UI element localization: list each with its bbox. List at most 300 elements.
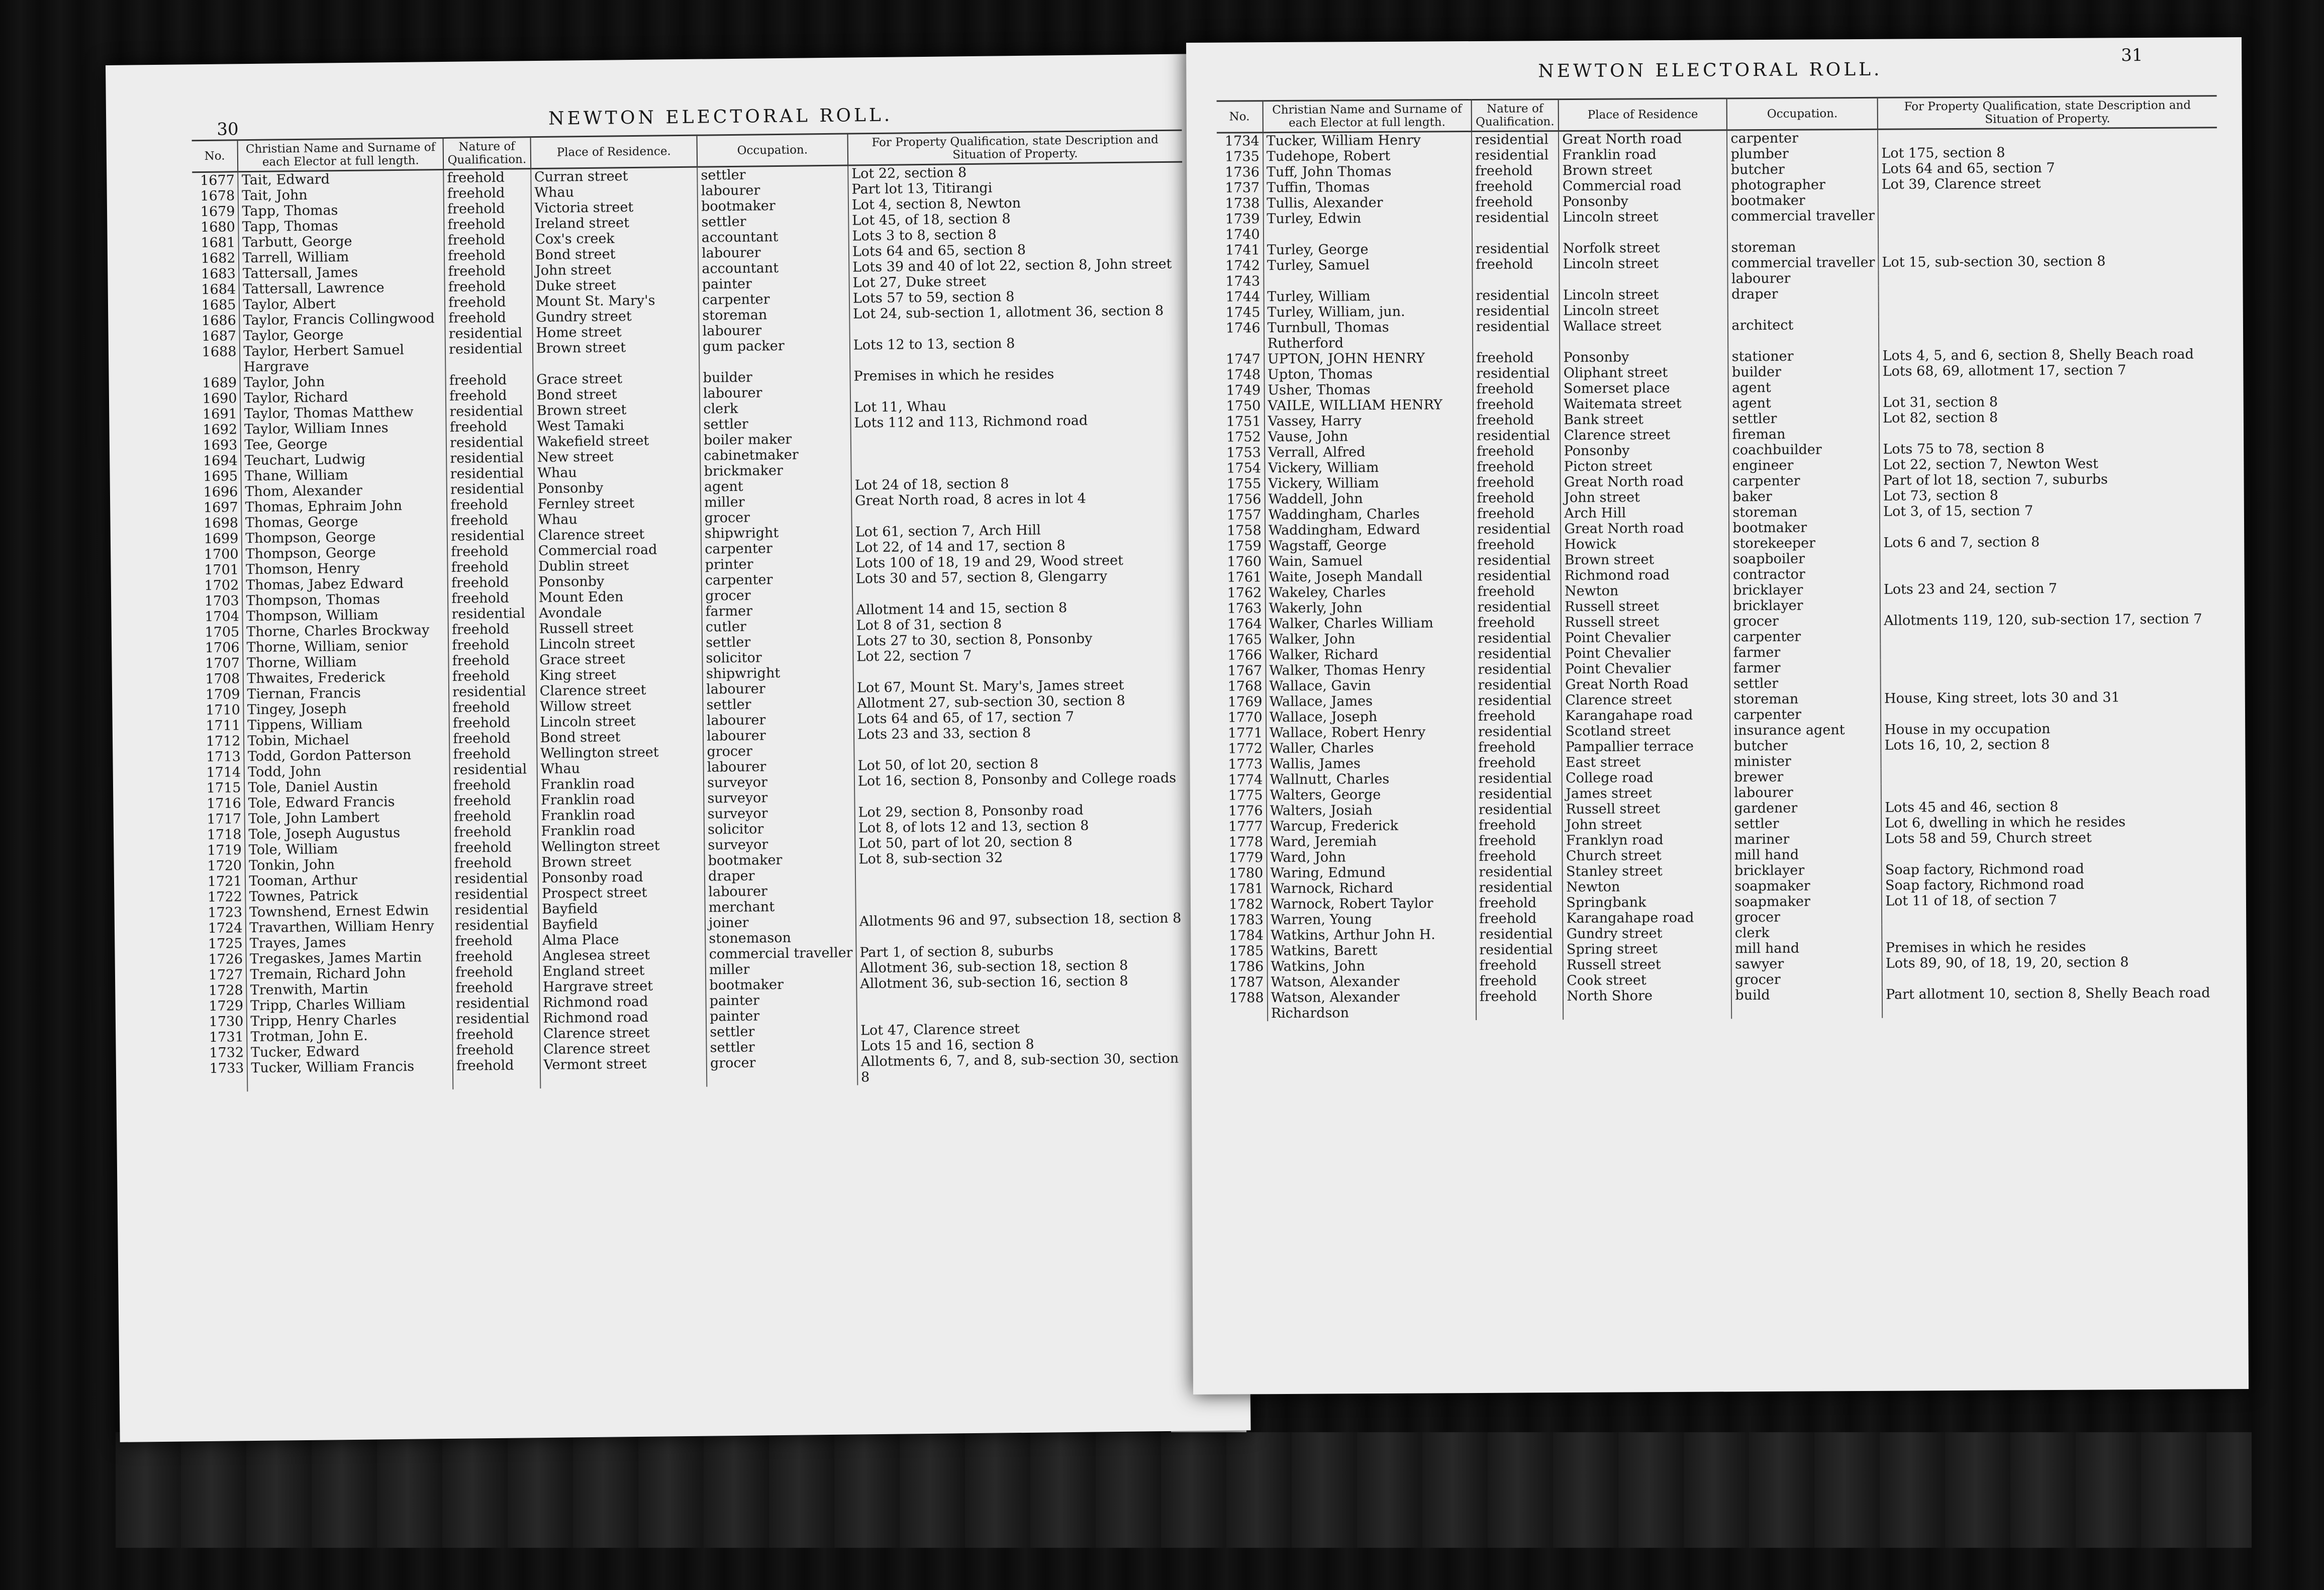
qualification: residential xyxy=(1475,786,1562,802)
residence: Grace street xyxy=(533,370,700,387)
row-number: 1702 xyxy=(204,577,239,593)
elector-name: Thom, Alexander xyxy=(241,482,447,500)
row-number: 1720 xyxy=(207,858,242,874)
occupation: labourer xyxy=(698,244,849,261)
property-description: Lot 45, of 18, section 8 xyxy=(848,210,1183,229)
occupation: grocer xyxy=(1731,909,1882,926)
row-number: 1757 xyxy=(1226,507,1262,523)
elector-name xyxy=(1264,272,1472,289)
residence: Richmond road xyxy=(539,993,706,1011)
residence: Whau xyxy=(531,183,698,201)
elector-name: Tippens, William xyxy=(244,716,449,733)
residence: Lincoln street xyxy=(1559,209,1727,225)
residence: Stanley street xyxy=(1563,863,1731,879)
elector-name: Tudehope, Robert xyxy=(1263,148,1472,164)
occupation: settler xyxy=(698,213,848,230)
qualification: freehold xyxy=(1475,833,1563,849)
qualification: freehold xyxy=(453,1057,540,1089)
property-description xyxy=(1882,969,2221,987)
qualification: residential xyxy=(1472,303,1560,319)
property-description: Lots 64 and 65, section 7 xyxy=(1878,159,2217,177)
qualification: freehold xyxy=(443,169,531,186)
qualification: freehold xyxy=(448,590,535,607)
property-description xyxy=(1881,673,2220,691)
property-description xyxy=(1882,845,2221,862)
elector-name: Thomas, Ephraim John xyxy=(242,498,447,515)
qualification: freehold xyxy=(1473,381,1560,397)
property-description xyxy=(1879,424,2218,442)
elector-name: Tole, John Lambert xyxy=(245,809,450,827)
qualification: freehold xyxy=(446,419,534,435)
elector-name: Waddingham, Charles xyxy=(1265,506,1473,523)
row-number: 1693 xyxy=(203,437,238,454)
residence: Alma Place xyxy=(539,931,706,948)
residence: Wellington street xyxy=(537,744,704,761)
elector-name: Wakeley, Charles xyxy=(1265,584,1474,601)
residence: Bond street xyxy=(533,386,700,403)
residence: Spring street xyxy=(1563,941,1731,957)
occupation: carpenter xyxy=(1729,473,1880,489)
occupation: storeman xyxy=(1729,504,1880,521)
property-description: Lot 31, section 8 xyxy=(1879,393,2218,411)
residence: Grace street xyxy=(536,651,703,668)
elector-name: Thorne, William, senior xyxy=(243,638,448,655)
occupation: builder xyxy=(1728,364,1879,380)
occupation: settler xyxy=(1730,675,1881,692)
left-page xyxy=(106,53,1251,1442)
occupation: farmer xyxy=(702,602,852,619)
row-number: 1747 xyxy=(1226,351,1261,367)
property-description: Lot 175, section 8 xyxy=(1878,144,2217,161)
row-number: 1718 xyxy=(207,827,242,843)
residence: Gundry street xyxy=(1563,925,1731,942)
property-description: Soap factory, Richmond road xyxy=(1882,876,2221,893)
residence xyxy=(1560,271,1728,287)
row-number: 1721 xyxy=(207,873,242,889)
qualification: freehold xyxy=(448,621,536,638)
occupation: labourer xyxy=(705,882,855,900)
qualification: residential xyxy=(1476,926,1563,942)
property-description: Lots 30 and 57, section 8, Glengarry xyxy=(852,568,1187,587)
occupation: solicitor xyxy=(704,820,855,837)
elector-name: Thompson, William xyxy=(243,607,448,624)
elector-name: Walker, Charles William xyxy=(1266,615,1474,632)
residence: Point Chevalier xyxy=(1561,629,1729,646)
occupation: engineer xyxy=(1729,457,1880,474)
occupation: cabinetmaker xyxy=(700,447,851,464)
property-description: Lot 67, Mount St. Mary's, James street xyxy=(853,677,1188,696)
property-description: House in my occupation xyxy=(1881,720,2220,738)
elector-name: Tremain, Richard John xyxy=(246,965,452,982)
residence: Franklin road xyxy=(1559,146,1727,163)
elector-name: Wakerly, John xyxy=(1265,600,1474,616)
elector-name: Turley, Edwin xyxy=(1263,210,1472,227)
row-number: 1699 xyxy=(204,531,239,547)
elector-name: Wallace, Robert Henry xyxy=(1266,724,1475,741)
occupation: soapmaker xyxy=(1731,893,1882,910)
header-no: No. xyxy=(192,140,238,172)
property-description: Lots 68, 69, allotment 17, section 7 xyxy=(1879,362,2218,379)
row-number: 1739 xyxy=(1225,211,1260,227)
residence: Victoria street xyxy=(531,199,698,216)
qualification: residential xyxy=(1473,428,1561,444)
elector-name: Waller, Charles xyxy=(1266,740,1475,756)
qualification: freehold xyxy=(449,668,536,684)
property-description: Part allotment 10, section 8, Shelly Beach road xyxy=(1882,985,2221,1018)
elector-name: Tarbutt, George xyxy=(239,233,444,250)
residence: Russell street xyxy=(1562,801,1730,817)
residence: Franklin road xyxy=(538,822,705,839)
row-number: 1723 xyxy=(208,905,243,921)
qualification: freehold xyxy=(1473,412,1561,428)
occupation: brewer xyxy=(1730,769,1881,785)
occupation: accountant xyxy=(698,229,849,246)
elector-name: Tripp, Henry Charles xyxy=(247,1012,452,1029)
occupation: bootmaker xyxy=(1727,192,1878,209)
elector-name: Waite, Joseph Mandall xyxy=(1265,568,1474,585)
elector-name: Tingey, Joseph xyxy=(244,700,449,718)
occupation: architect xyxy=(1728,317,1879,349)
residence: Willow street xyxy=(536,698,703,715)
qualification: freehold xyxy=(448,637,536,653)
residence: Great North road xyxy=(1561,473,1729,490)
elector-name: Vickery, William xyxy=(1265,459,1473,476)
residence: College road xyxy=(1562,769,1730,786)
elector-name: Tole, William xyxy=(245,840,451,858)
elector-name: Tonkin, John xyxy=(245,856,451,873)
row-number: 1688 xyxy=(202,344,237,360)
property-description xyxy=(1879,268,2218,286)
qualification: freehold xyxy=(1472,178,1559,194)
residence: Brown street xyxy=(538,853,705,870)
row-number: 1774 xyxy=(1228,772,1263,788)
residence: Great North road xyxy=(1561,520,1729,537)
residence: Clarence street xyxy=(540,1040,707,1057)
qualification: residential xyxy=(450,761,537,778)
qualification: residential xyxy=(1474,677,1562,693)
property-description xyxy=(1878,237,2217,255)
qualification xyxy=(1472,225,1560,241)
property-description: Lot 22, of 14 and 17, section 8 xyxy=(852,537,1186,556)
occupation: settler xyxy=(700,416,851,433)
property-description: Lots 89, 90, of 18, 19, 20, section 8 xyxy=(1882,954,2221,971)
property-description xyxy=(1881,658,2220,675)
row-number: 1727 xyxy=(208,967,243,983)
property-description xyxy=(1878,222,2217,239)
row-number: 1689 xyxy=(202,375,237,391)
qualification: freehold xyxy=(1476,957,1563,973)
qualification: freehold xyxy=(1475,708,1562,724)
row-number: 1725 xyxy=(208,936,243,952)
elector-name: Taylor, Herbert Samuel Hargrave xyxy=(240,342,445,375)
qualification: freehold xyxy=(1472,194,1559,210)
row-number: 1742 xyxy=(1225,258,1261,274)
property-description: Lots 12 to 13, section 8 xyxy=(850,334,1185,369)
elector-name: Turley, Samuel xyxy=(1264,257,1472,273)
property-description: Part of lot 18, section 7, suburbs xyxy=(1880,471,2219,488)
elector-name: Trayes, James xyxy=(246,934,452,951)
qualification: freehold xyxy=(447,559,535,575)
residence: Point Chevalier xyxy=(1562,660,1730,677)
row-number: 1744 xyxy=(1225,289,1261,305)
header-occupation: Occupation. xyxy=(697,134,848,167)
residence: Russell street xyxy=(1563,956,1731,973)
property-description xyxy=(1879,315,2218,348)
elector-name: Tattersall, James xyxy=(239,264,445,281)
qualification: residential xyxy=(452,1011,540,1027)
occupation: minister xyxy=(1730,753,1881,770)
qualification: residential xyxy=(1473,319,1560,350)
qualification: residential xyxy=(446,434,534,451)
occupation: agent xyxy=(1728,395,1879,412)
row-number: 1692 xyxy=(203,422,238,438)
row-number: 1715 xyxy=(206,780,241,796)
property-description xyxy=(1879,377,2218,395)
row-number: 1784 xyxy=(1229,928,1264,944)
property-description xyxy=(1878,190,2217,208)
elector-name: Tripp, Charles William xyxy=(247,996,452,1014)
row-number: 1769 xyxy=(1227,694,1263,710)
elector-name: Warnock, Robert Taylor xyxy=(1267,896,1476,912)
qualification: freehold xyxy=(1474,583,1561,600)
property-description: Allotment 36, sub-section 18, section 8 xyxy=(856,957,1191,976)
occupation: shipwright xyxy=(703,664,853,681)
residence: Lincoln street xyxy=(536,635,703,652)
elector-name: Vause, John xyxy=(1265,428,1473,445)
residence: Howick xyxy=(1561,536,1729,552)
residence: Church street xyxy=(1563,847,1731,864)
row-number: 1751 xyxy=(1226,414,1261,430)
occupation: shipwright xyxy=(701,525,852,542)
property-description xyxy=(1879,300,2218,317)
elector-name: Tucker, William Henry xyxy=(1263,132,1472,149)
occupation: build xyxy=(1731,987,1882,1019)
row-number: 1748 xyxy=(1226,367,1261,383)
residence: Lincoln street xyxy=(1560,255,1728,272)
row-number: 1775 xyxy=(1228,787,1263,804)
occupation: carpenter xyxy=(701,540,852,557)
occupation: miller xyxy=(701,493,851,511)
elector-name: Tregaskes, James Martin xyxy=(246,949,452,967)
row-number: 1734 xyxy=(1224,133,1260,149)
residence: Ponsonby xyxy=(1559,193,1727,210)
residence: Anglesea street xyxy=(539,947,706,964)
residence: Norfolk street xyxy=(1559,240,1727,256)
elector-name: Tapp, Thomas xyxy=(238,202,444,219)
qualification: freehold xyxy=(446,372,533,388)
elector-name: Thompson, George xyxy=(242,529,447,546)
row-number: 1780 xyxy=(1228,865,1264,881)
row-number: 1778 xyxy=(1228,834,1264,850)
residence: Somerset place xyxy=(1560,380,1728,396)
elector-name: Thomson, Henry xyxy=(242,560,448,577)
property-description: Lots 39 and 40 of lot 22, section 8, John street xyxy=(849,256,1183,275)
property-description: Allotments 96 and 97, subsection 18, section 8 xyxy=(856,910,1190,929)
residence: John street xyxy=(1562,816,1730,833)
row-number: 1683 xyxy=(201,266,236,282)
row-number: 1681 xyxy=(201,235,236,251)
row-number: 1703 xyxy=(204,593,239,609)
elector-name: Watkins, Arthur John H. xyxy=(1267,927,1476,943)
residence: Mount St. Mary's xyxy=(532,292,699,310)
elector-name: Ward, Jeremiah xyxy=(1267,833,1475,850)
row-number: 1773 xyxy=(1228,756,1263,772)
elector-name: Thomas, Jabez Edward xyxy=(242,575,448,593)
residence: North Shore xyxy=(1563,987,1731,1020)
property-description: Lot 24 of 18, section 8 xyxy=(851,474,1186,493)
property-description: Lot 11 of 18, of section 7 xyxy=(1882,891,2221,909)
elector-name: Tiernan, Francis xyxy=(243,684,449,702)
residence: Cook street xyxy=(1563,972,1731,988)
residence: Franklin road xyxy=(537,807,704,824)
property-description: House, King street, lots 30 and 31 xyxy=(1881,689,2220,707)
qualification: residential xyxy=(447,528,535,544)
occupation: boiler maker xyxy=(700,431,851,448)
qualification: freehold xyxy=(444,232,532,248)
row-number: 1772 xyxy=(1228,741,1263,757)
residence: Bond street xyxy=(532,246,699,263)
residence: Russell street xyxy=(1561,598,1729,615)
qualification: freehold xyxy=(452,1026,540,1043)
row-number: 1737 xyxy=(1225,180,1260,196)
residence: Dublin street xyxy=(535,557,702,574)
occupation: plumber xyxy=(1727,146,1878,162)
residence: Ponsonby xyxy=(1560,349,1728,365)
elector-name: Thwaites, Frederick xyxy=(243,669,449,686)
qualification: freehold xyxy=(449,715,537,731)
qualification: freehold xyxy=(1472,256,1560,272)
elector-name: Wallnutt, Charles xyxy=(1266,771,1475,787)
occupation: settler xyxy=(1730,816,1881,832)
property-description: Lot 8, sub-section 32 xyxy=(855,848,1189,867)
qualification: freehold xyxy=(444,201,531,217)
qualification: freehold xyxy=(1473,443,1561,459)
qualification: freehold xyxy=(444,263,532,279)
elector-name: Thomas, George xyxy=(242,513,447,531)
residence: Wellington street xyxy=(538,838,705,855)
elector-name: Wallace, Gavin xyxy=(1266,677,1474,694)
elector-name: Taylor, Albert xyxy=(239,295,445,313)
occupation: bricklayer xyxy=(1729,582,1880,599)
residence: Russell street xyxy=(535,620,702,637)
residence: Home street xyxy=(532,324,699,341)
row-number: 1729 xyxy=(209,998,244,1014)
elector-name: Taylor, Thomas Matthew xyxy=(241,404,446,422)
property-description: Lots 75 to 78, section 8 xyxy=(1879,440,2218,457)
occupation: labourer xyxy=(703,727,854,744)
row-number: 1728 xyxy=(208,982,243,999)
occupation: bootmaker xyxy=(706,976,856,993)
row-number: 1709 xyxy=(205,686,240,703)
elector-name: Watkins, Barett xyxy=(1267,942,1476,959)
qualification: freehold xyxy=(449,699,536,716)
elector-name: Verrall, Alfred xyxy=(1265,444,1473,460)
row-number: 1685 xyxy=(201,297,236,314)
header-property: For Property Qualification, state Description and Situation of Property. xyxy=(1878,96,2217,130)
residence: Great North Road xyxy=(1562,676,1730,692)
occupation: soapmaker xyxy=(1731,878,1882,895)
property-description: Lot 6, dwelling in which he resides xyxy=(1881,814,2220,831)
property-description: Lot 22, section 7 xyxy=(853,646,1187,665)
elector-name: Watkins, John xyxy=(1267,958,1476,974)
row-number: 1749 xyxy=(1226,382,1261,399)
property-description: Lots 6 and 7, section 8 xyxy=(1880,533,2219,551)
elector-name: Upton, Thomas xyxy=(1264,366,1473,382)
row-number: 1745 xyxy=(1225,305,1261,321)
table-row xyxy=(1221,985,2221,1021)
row-number: 1752 xyxy=(1226,429,1261,445)
row-number: 1724 xyxy=(208,920,243,936)
residence: Karangahape road xyxy=(1562,707,1730,724)
occupation: builder xyxy=(700,369,850,386)
row-number: 1696 xyxy=(203,484,238,501)
property-description: Lots 15 and 16, section 8 xyxy=(857,1035,1191,1054)
row-number: 1684 xyxy=(201,281,236,298)
row-number: 1700 xyxy=(204,546,239,563)
row-number: 1697 xyxy=(203,500,238,516)
residence: Mount Eden xyxy=(535,588,702,606)
row-number: 1710 xyxy=(206,702,241,718)
row-number: 1767 xyxy=(1227,663,1263,679)
property-description: Lot 22, section 8 xyxy=(848,162,1182,181)
residence: Wallace street xyxy=(1560,318,1728,350)
occupation: surveyor xyxy=(704,836,855,853)
qualification: freehold xyxy=(444,247,532,264)
elector-name: Tole, Edward Francis xyxy=(245,793,450,811)
elector-name: Todd, John xyxy=(244,762,450,780)
occupation: storeman xyxy=(1727,239,1878,256)
occupation: settler xyxy=(697,165,848,183)
elector-name: Tuff, John Thomas xyxy=(1263,163,1472,180)
property-description: Lots 57 to 59, section 8 xyxy=(849,287,1184,307)
qualification: freehold xyxy=(452,964,539,980)
row-number: 1765 xyxy=(1227,632,1262,648)
page-number: 30 xyxy=(217,119,239,140)
row-number: 1716 xyxy=(206,796,242,812)
elector-name: Tucker, Edward xyxy=(247,1043,453,1060)
occupation: agent xyxy=(701,478,851,495)
property-description: Lot 22, section 7, Newton West xyxy=(1880,455,2219,473)
row-number: 1779 xyxy=(1228,850,1264,866)
qualification: residential xyxy=(1474,568,1561,584)
qualification: residential xyxy=(1472,210,1559,226)
occupation: commercial traveller xyxy=(1727,208,1878,225)
occupation: settler xyxy=(707,1038,857,1055)
property-description xyxy=(1880,564,2219,582)
qualification: residential xyxy=(1474,661,1562,677)
row-number: 1786 xyxy=(1229,959,1264,975)
occupation: settler xyxy=(706,1023,857,1040)
elector-name: Wain, Samuel xyxy=(1265,553,1474,569)
occupation: stationer xyxy=(1728,348,1879,365)
row-number: 1712 xyxy=(206,733,241,749)
occupation: bootmaker xyxy=(1729,520,1880,536)
page-title: NEWTON ELECTORAL ROLL. xyxy=(548,105,893,129)
occupation: draper xyxy=(705,867,855,884)
qualification: freehold xyxy=(1474,615,1562,631)
qualification: residential xyxy=(451,902,539,918)
occupation: draper xyxy=(1728,286,1879,303)
property-description: Lot 8, of lots 12 and 13, section 8 xyxy=(855,817,1189,836)
qualification: freehold xyxy=(1473,396,1560,413)
row-number: 1781 xyxy=(1228,881,1264,897)
property-description xyxy=(1878,128,2217,146)
property-description: Allotment 36, sub-section 16, section 8 xyxy=(856,972,1191,991)
occupation: settler xyxy=(1728,411,1879,427)
row-number: 1682 xyxy=(201,250,236,267)
residence: Brown street xyxy=(1559,162,1727,178)
qualification: freehold xyxy=(447,512,535,529)
